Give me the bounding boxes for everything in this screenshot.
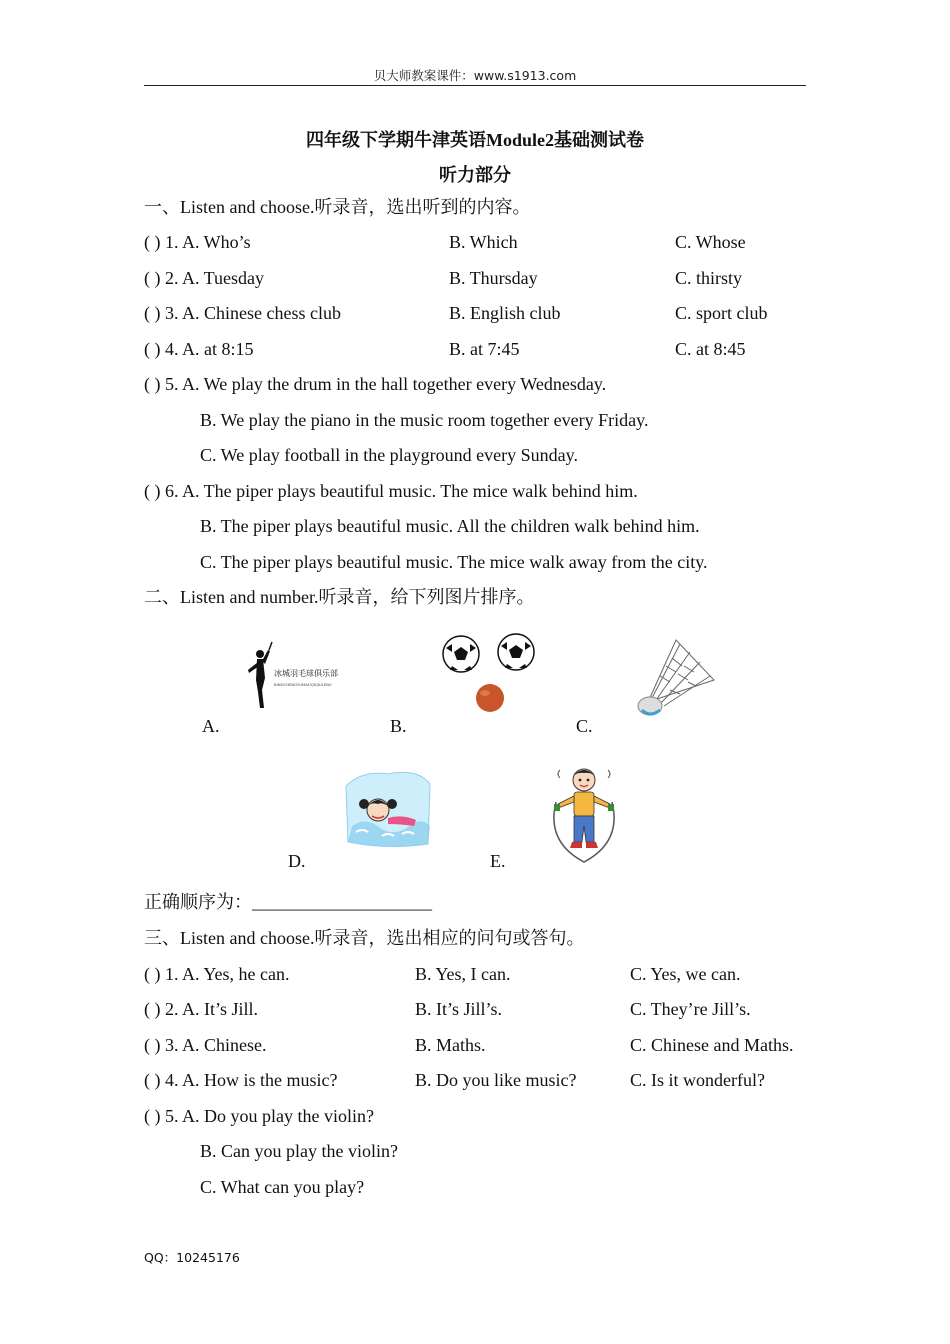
p1-q2-option-a: ( ) 2. A. Tuesday xyxy=(144,268,265,288)
part2-heading: 二、Listen and number.听录音，给下列图片排序。 xyxy=(144,587,535,607)
shuttlecock-icon xyxy=(630,636,720,720)
p1-q2-option-c: C. thirsty xyxy=(675,268,743,288)
p3-q2-option-b: B. It’s Jill’s. xyxy=(415,999,503,1019)
p3-q4-option-c: C. Is it wonderful? xyxy=(630,1070,765,1090)
p3-q5-option-b: B. Can you play the violin? xyxy=(200,1141,398,1161)
p1-q5-option-c: C. We play football in the playground every Sunday. xyxy=(200,445,578,465)
page-header: 贝大师教案课件：www.s1913.com xyxy=(373,68,577,83)
p3-q5-option-c: C. What can you play? xyxy=(200,1177,365,1197)
picture-a-badminton-club xyxy=(240,640,350,714)
p1-q1-option-b: B. Which xyxy=(449,232,518,252)
picture-b-label: B. xyxy=(390,716,407,736)
p3-q4-option-a: ( ) 4. A. How is the music? xyxy=(144,1070,338,1090)
p1-q4-option-c: C. at 8:45 xyxy=(675,339,746,359)
p3-q2-option-c: C. They’re Jill’s. xyxy=(630,999,751,1019)
p3-q4-option-b: B. Do you like music? xyxy=(415,1070,577,1090)
p3-q1-option-a: ( ) 1. A. Yes, he can. xyxy=(144,964,290,984)
picture-e-jump-rope xyxy=(546,762,622,866)
soccer-ball-icon xyxy=(498,634,534,670)
section-subtitle: 听力部分 xyxy=(439,165,511,185)
p1-q2-option-b: B. Thursday xyxy=(449,268,538,288)
header-rule xyxy=(144,85,806,86)
basketball-icon xyxy=(476,684,504,712)
picture-c-label: C. xyxy=(576,716,593,736)
p1-q4-option-b: B. at 7:45 xyxy=(449,339,520,359)
p1-q1-option-a: ( ) 1. A. Who’s xyxy=(144,232,251,252)
p1-q4-option-a: ( ) 4. A. at 8:15 xyxy=(144,339,254,359)
picture-c-shuttlecock xyxy=(630,636,720,720)
order-answer-line[interactable]: 正确顺序为：____________________ xyxy=(144,892,432,912)
p3-q1-option-c: C. Yes, we can. xyxy=(630,964,741,984)
page-title: 四年级下学期牛津英语Module2基础测试卷 xyxy=(306,130,644,150)
part1-heading: 一、Listen and choose.听录音，选出听到的内容。 xyxy=(144,197,531,217)
picture-d-swimming xyxy=(342,766,434,850)
p1-q6-option-b: B. The piper plays beautiful music. All the children walk behind him. xyxy=(200,516,700,536)
badminton-club-name: 冰城羽毛球俱乐部 xyxy=(274,669,338,678)
p3-q2-option-a: ( ) 2. A. It’s Jill. xyxy=(144,999,259,1019)
p1-q5-option-b: B. We play the piano in the music room together every Friday. xyxy=(200,410,649,430)
picture-b-balls xyxy=(438,630,542,716)
p1-q5-option-a: ( ) 5. A. We play the drum in the hall together every Wednesday. xyxy=(144,374,607,394)
p1-q6-option-a: ( ) 6. A. The piper plays beautiful music. The mice walk behind him. xyxy=(144,481,638,501)
p3-q3-option-c: C. Chinese and Maths. xyxy=(630,1035,794,1055)
page-footer: QQ：10245176 xyxy=(144,1250,240,1265)
p3-q1-option-b: B. Yes, I can. xyxy=(415,964,511,984)
p3-q3-option-a: ( ) 3. A. Chinese. xyxy=(144,1035,267,1055)
picture-a-label: A. xyxy=(202,716,220,736)
p1-q3-option-a: ( ) 3. A. Chinese chess club xyxy=(144,303,341,323)
p1-q3-option-c: C. sport club xyxy=(675,303,768,323)
p3-q5-option-a: ( ) 5. A. Do you play the violin? xyxy=(144,1106,374,1126)
p1-q3-option-b: B. English club xyxy=(449,303,561,323)
p1-q1-option-c: C. Whose xyxy=(675,232,746,252)
picture-e-label: E. xyxy=(490,851,506,871)
p1-q6-option-c: C. The piper plays beautiful music. The mice walk away from the city. xyxy=(200,552,708,572)
badminton-club-pinyin: BINGCHENGYUMAOQIUJULEBU xyxy=(274,682,332,687)
soccer-ball-icon xyxy=(443,636,479,672)
picture-d-label: D. xyxy=(288,851,306,871)
part3-heading: 三、Listen and choose.听录音，选出相应的问句或答句。 xyxy=(144,928,585,948)
p3-q3-option-b: B. Maths. xyxy=(415,1035,486,1055)
